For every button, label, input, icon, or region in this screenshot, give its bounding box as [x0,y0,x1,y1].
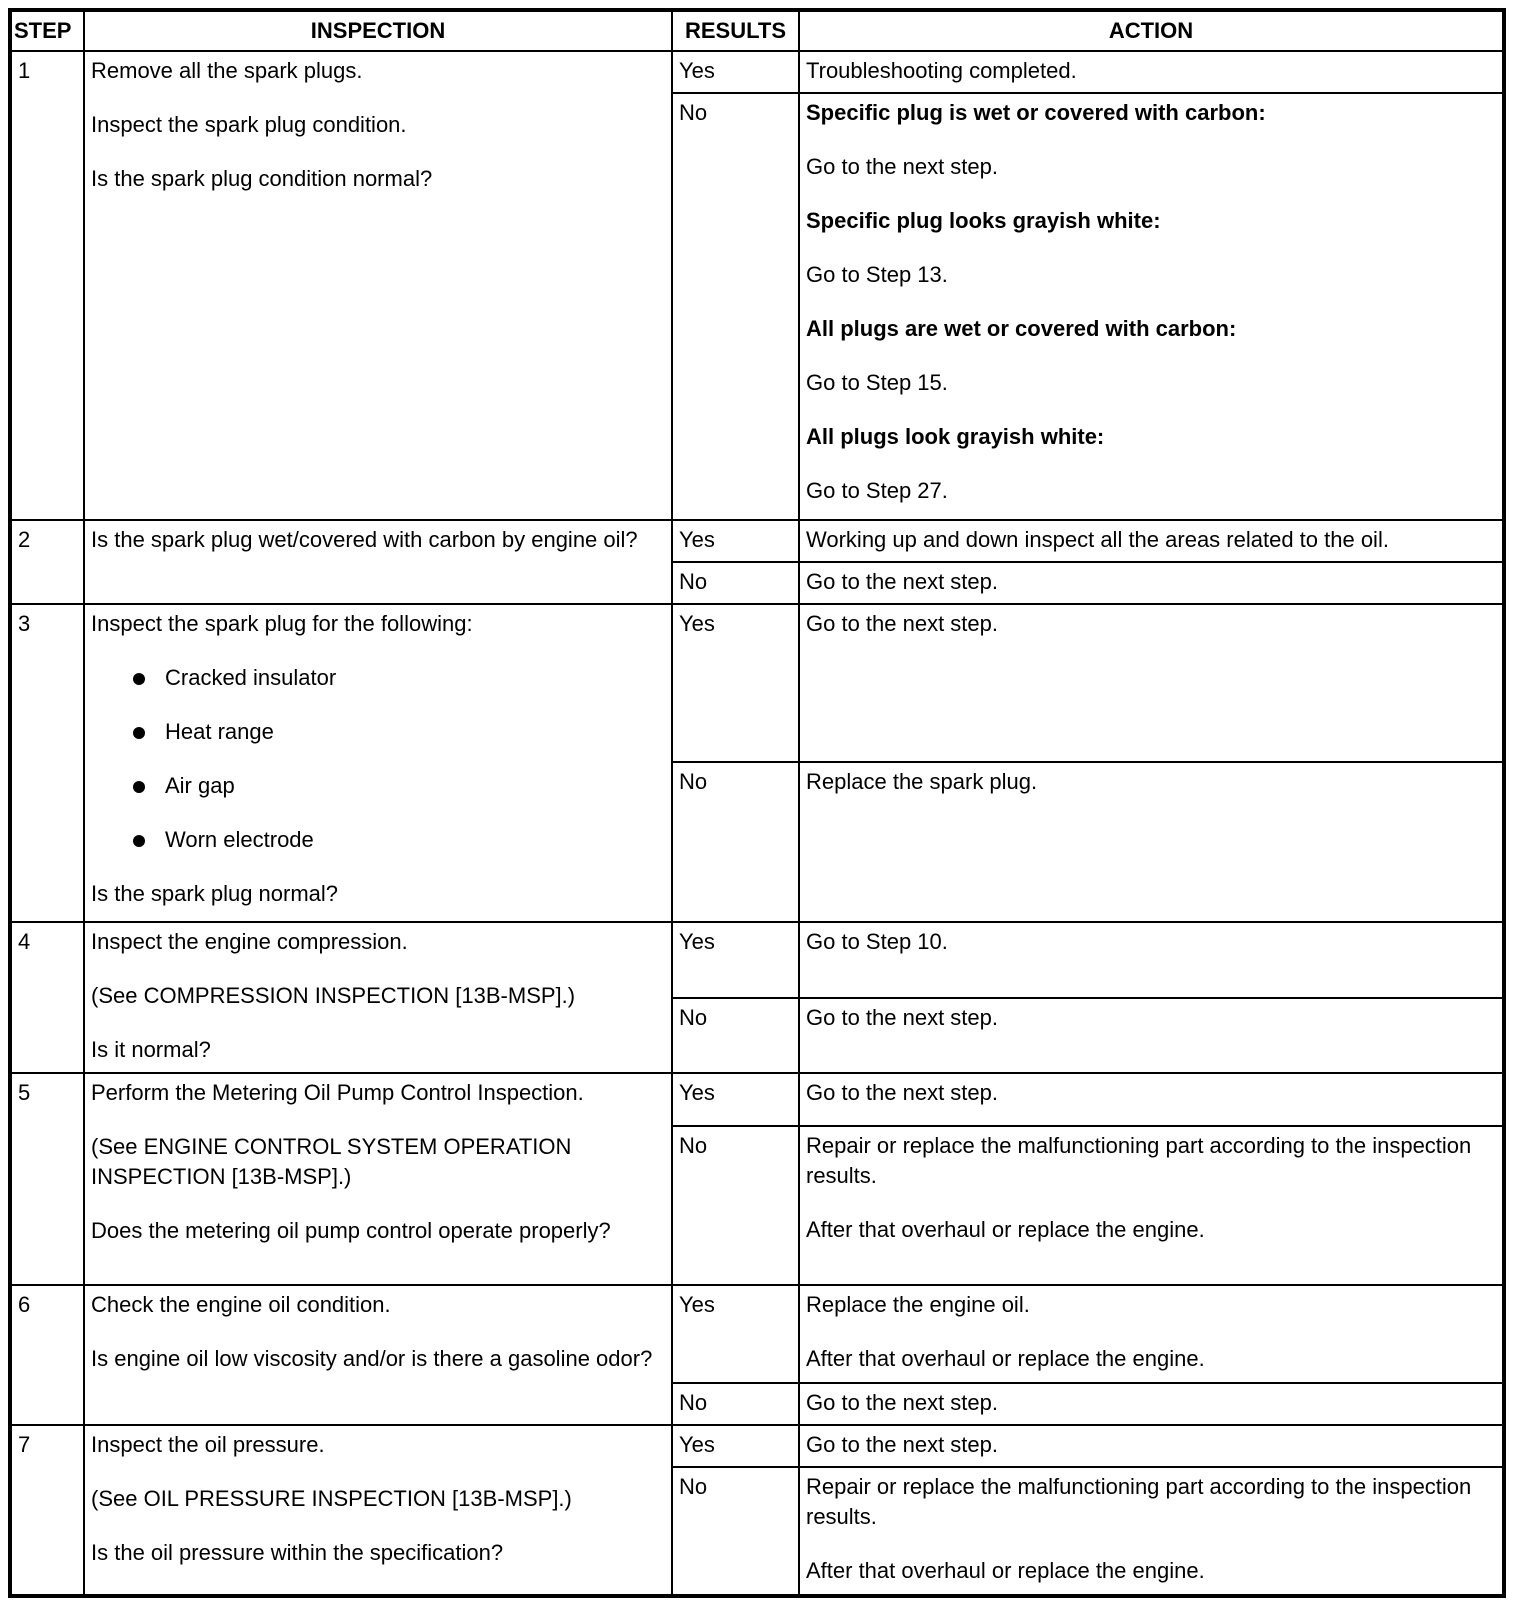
result-no: No [672,1383,799,1425]
step-row [10,604,1504,762]
header-step: STEP [10,10,84,51]
step-number: 3 [10,604,84,922]
step-row [10,1285,1504,1383]
paragraph: Inspect the oil pressure. [91,1432,325,1457]
paragraph: Replace the spark plug. [806,769,1038,794]
paragraph: Go to the next step. [806,1432,999,1457]
paragraph: (See ENGINE CONTROL SYSTEM OPERATION INSPECTION [13B-MSP].) [91,1134,572,1189]
paragraph: Inspect the spark plug for the following: [91,611,473,636]
bullet-item: Heat range [133,717,665,747]
result-no: No [672,998,799,1073]
action-cell [799,1383,1504,1425]
step-number: 1 [10,51,84,520]
action-cell [799,1467,1504,1596]
result-yes: Yes [672,520,799,562]
header-results: RESULTS [672,10,799,51]
step-row [10,1073,1504,1126]
troubleshooting-table [8,8,1506,1598]
header-action: ACTION [799,10,1504,51]
action-cell [799,762,1504,922]
action-cell [799,562,1504,604]
bullet-item: Air gap [133,771,665,801]
paragraph: (See COMPRESSION INSPECTION [13B-MSP].) [91,983,576,1008]
paragraph: Is it normal? [91,1037,211,1062]
action-cell [799,51,1504,93]
paragraph: Inspect the engine compression. [91,929,408,954]
step-row [10,922,1504,998]
inspection-cell [84,604,672,922]
paragraph: Go to the next step. [806,1080,999,1105]
paragraph: Repair or replace the malfunctioning part according to the inspection results. [806,1133,1472,1188]
paragraph: Go to the next step. [806,1390,999,1415]
paragraph: Does the metering oil pump control operate properly? [91,1218,611,1243]
bullet-item: Worn electrode [133,825,665,855]
paragraph: (See OIL PRESSURE INSPECTION [13B-MSP].) [91,1486,572,1511]
result-no: No [672,1126,799,1285]
action-cell [799,520,1504,562]
paragraph: Repair or replace the malfunctioning part according to the inspection results. [806,1474,1472,1529]
paragraph: After that overhaul or replace the engine. [806,1558,1205,1583]
inspection-cell [84,922,672,1073]
paragraph: Inspect the spark plug condition. [91,112,407,137]
condition-heading: Specific plug looks grayish white: [806,208,1161,233]
paragraph: Remove all the spark plugs. [91,58,363,83]
result-yes: Yes [672,1285,799,1383]
step-number: 2 [10,520,84,604]
bullet-item: Cracked insulator [133,663,665,693]
inspection-cell [84,1073,672,1285]
action-cell [799,93,1504,520]
paragraph: Go to the next step. [806,1005,999,1030]
condition-heading: All plugs are wet or covered with carbon: [806,316,1237,341]
paragraph: After that overhaul or replace the engine. [806,1346,1205,1371]
result-yes: Yes [672,51,799,93]
action-cell [799,604,1504,762]
step-number: 7 [10,1425,84,1596]
header-inspection: INSPECTION [84,10,672,51]
action-cell [799,1425,1504,1467]
condition-heading: All plugs look grayish white: [806,424,1105,449]
inspection-cell [84,520,672,604]
paragraph: Is engine oil low viscosity and/or is there a gasoline odor? [91,1346,653,1371]
result-no: No [672,93,799,520]
paragraph: After that overhaul or replace the engine. [806,1217,1205,1242]
paragraph: Perform the Metering Oil Pump Control Inspection. [91,1080,584,1105]
paragraph: Is the oil pressure within the specification? [91,1540,504,1565]
paragraph: Check the engine oil condition. [91,1292,391,1317]
paragraph: Go to Step 10. [806,929,948,954]
action-cell [799,1126,1504,1285]
paragraph: Go to Step 15. [806,370,948,395]
paragraph: Go to Step 13. [806,262,948,287]
result-yes: Yes [672,1073,799,1126]
step-number: 5 [10,1073,84,1285]
result-no: No [672,762,799,922]
result-no: No [672,1467,799,1596]
step-row [10,1425,1504,1467]
action-cell [799,1073,1504,1126]
paragraph: Is the spark plug wet/covered with carbon by engine oil? [91,527,638,552]
action-cell [799,998,1504,1073]
bullet-list [91,663,665,855]
inspection-cell [84,1425,672,1596]
step-number: 6 [10,1285,84,1425]
result-yes: Yes [672,1425,799,1467]
result-yes: Yes [672,604,799,762]
paragraph: Troubleshooting completed. [806,58,1077,83]
paragraph: Replace the engine oil. [806,1292,1030,1317]
step-number: 4 [10,922,84,1073]
paragraph: Go to the next step. [806,154,999,179]
result-no: No [672,562,799,604]
inspection-cell [84,51,672,520]
paragraph: Go to the next step. [806,611,999,636]
paragraph: Go to the next step. [806,569,999,594]
step-row [10,51,1504,93]
paragraph: Is the spark plug condition normal? [91,166,433,191]
paragraph: Is the spark plug normal? [91,881,339,906]
action-cell [799,1285,1504,1383]
inspection-cell [84,1285,672,1425]
paragraph: Working up and down inspect all the areas related to the oil. [806,527,1389,552]
result-yes: Yes [672,922,799,998]
step-row [10,520,1504,562]
paragraph: Go to Step 27. [806,478,948,503]
header-row [10,10,1504,51]
action-cell [799,922,1504,998]
condition-heading: Specific plug is wet or covered with carbon: [806,100,1266,125]
